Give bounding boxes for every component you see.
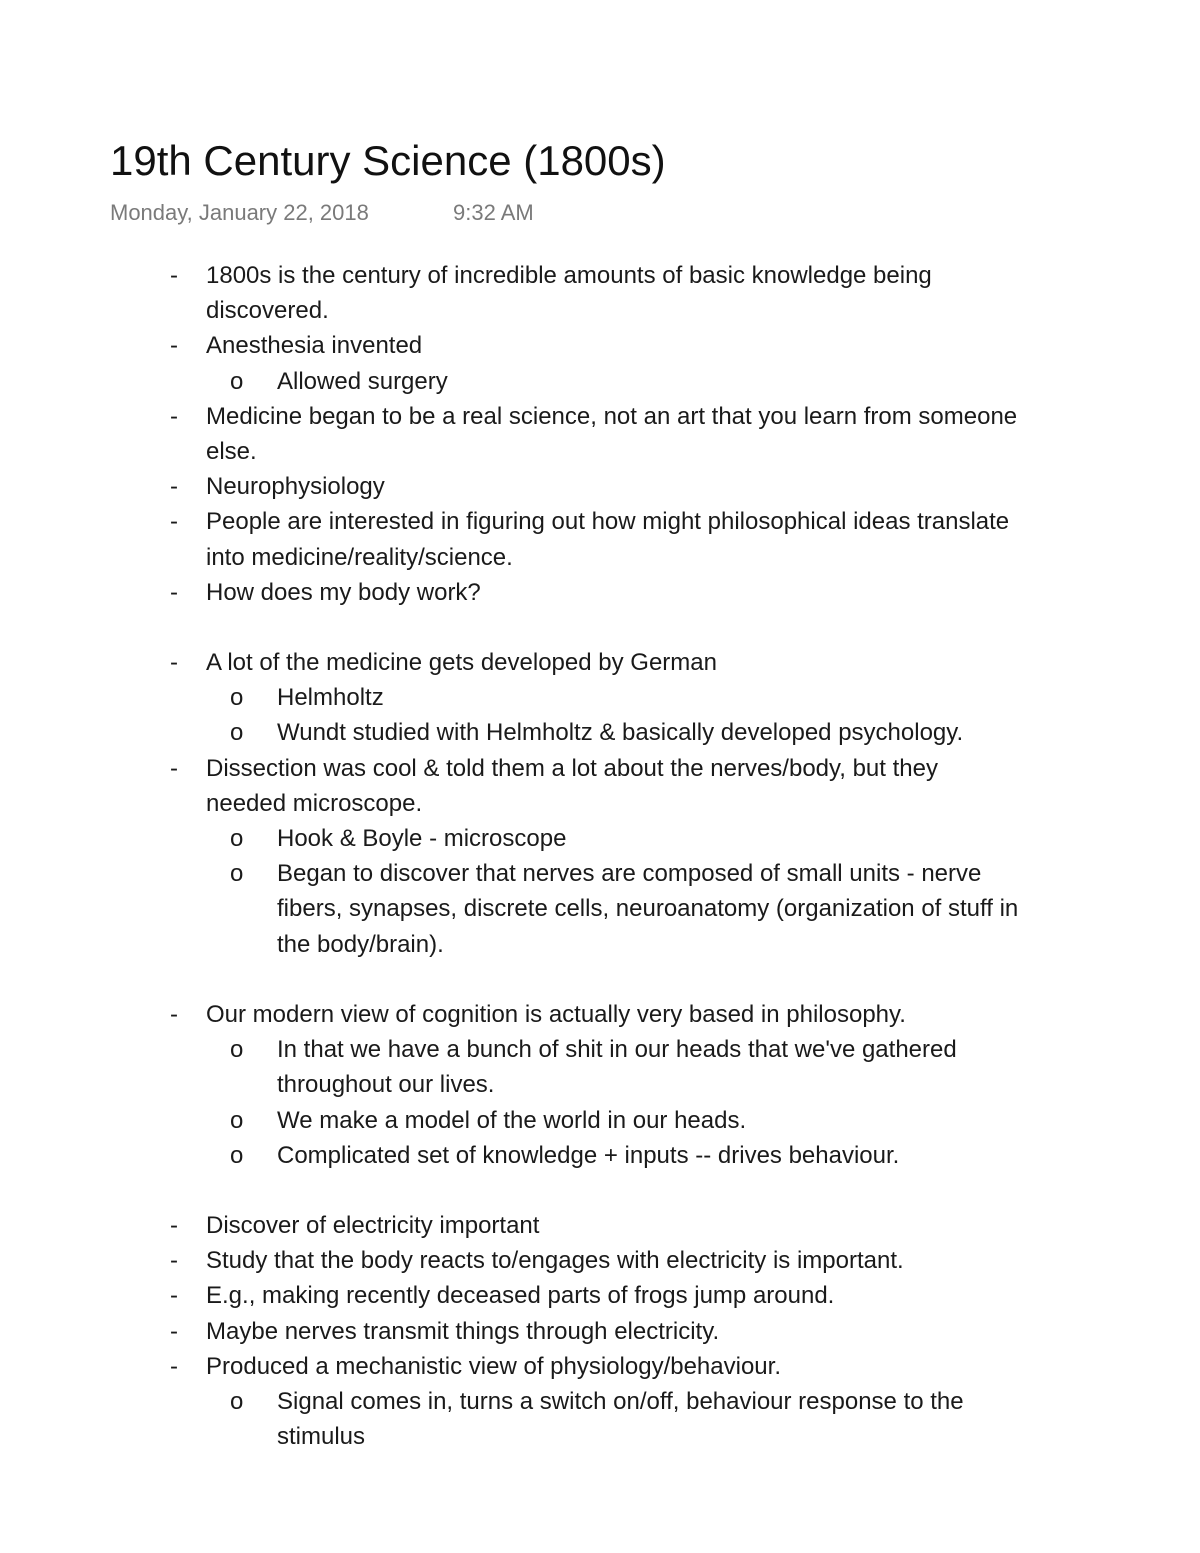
page-time: 9:32 AM — [453, 200, 534, 225]
sub-list-item — [0, 1032, 1200, 1067]
list-item-text: Anesthesia invented — [206, 332, 423, 360]
list-item-text: How does my body work? — [206, 578, 481, 606]
list-item-text: A lot of the medicine gets developed by German — [206, 649, 717, 677]
dash-bullet-icon: - — [170, 508, 178, 536]
blank-line — [0, 610, 1200, 645]
note-body — [0, 258, 1200, 1451]
sub-list-item-continuation-clipped — [0, 1419, 1200, 1451]
list-item — [0, 469, 1200, 504]
page-title: 19th Century Science (1800s) — [110, 137, 666, 184]
sub-list-item — [0, 1138, 1200, 1173]
sub-list-item-text: fibers, synapses, discrete cells, neuroanatomy (organization of stuff in — [277, 895, 1019, 923]
circle-bullet-icon: o — [230, 1141, 244, 1169]
circle-bullet-icon: o — [230, 860, 244, 888]
sub-list-item-text: We make a model of the world in our heads. — [277, 1106, 747, 1134]
list-item-continuation — [0, 540, 1200, 575]
sub-list-item-continuation — [0, 1067, 1200, 1102]
list-item-text: Maybe nerves transmit things through electricity. — [206, 1317, 720, 1345]
list-item-continuation — [0, 786, 1200, 821]
circle-bullet-icon: o — [230, 825, 244, 852]
sub-list-item-text: Complicated set of knowledge + inputs -- drives behaviour. — [277, 1141, 900, 1169]
list-item-text: Our modern view of cognition is actually very based in philosophy. — [206, 1000, 906, 1028]
list-item-text: Discover of electricity important — [206, 1212, 540, 1240]
sub-list-item-text: stimulus — [277, 1423, 366, 1451]
list-item-text: People are interested in figuring out how might philosophical ideas translate — [206, 508, 1010, 536]
circle-bullet-icon: o — [230, 719, 244, 747]
sub-list-item-text: throughout our lives. — [277, 1071, 495, 1099]
list-item — [0, 645, 1200, 680]
dash-bullet-icon: - — [170, 1247, 178, 1275]
sub-list-item-text: Signal comes in, turns a switch on/off, behaviour response to the — [277, 1388, 964, 1415]
list-item — [0, 258, 1200, 293]
list-item — [0, 1349, 1200, 1384]
list-item-continuation — [0, 434, 1200, 469]
sub-list-item — [0, 1384, 1200, 1419]
dash-bullet-icon: - — [170, 754, 178, 782]
list-item — [0, 575, 1200, 610]
page-date: Monday, January 22, 2018 — [110, 200, 369, 225]
list-item — [0, 997, 1200, 1032]
list-item — [0, 504, 1200, 539]
circle-bullet-icon: o — [230, 367, 244, 395]
list-item-text: discovered. — [206, 297, 329, 325]
sub-list-item-text: the body/brain). — [277, 930, 444, 958]
sub-list-item-continuation — [0, 891, 1200, 926]
list-item-text: into medicine/reality/science. — [206, 543, 513, 571]
dash-bullet-icon: - — [170, 578, 178, 606]
sub-list-item — [0, 821, 1200, 856]
list-item — [0, 1208, 1200, 1243]
page-timestamp — [110, 198, 534, 228]
list-item-continuation — [0, 293, 1200, 328]
sub-list-item — [0, 856, 1200, 891]
sub-list-item-continuation — [0, 927, 1200, 962]
list-item — [0, 1314, 1200, 1349]
dash-bullet-icon: - — [170, 262, 178, 289]
sub-list-item-text: Wundt studied with Helmholtz & basically developed psychology. — [277, 719, 964, 747]
circle-bullet-icon: o — [230, 1106, 244, 1134]
dash-bullet-icon: - — [170, 649, 178, 677]
circle-bullet-icon: o — [230, 1388, 244, 1415]
sub-list-item-text: Began to discover that nerves are composed of small units - nerve — [277, 860, 982, 888]
sub-list-item-text: Helmholtz — [277, 684, 384, 712]
list-item-text: Dissection was cool & told them a lot about the nerves/body, but they — [206, 754, 938, 782]
dash-bullet-icon: - — [170, 332, 178, 360]
list-item — [0, 1278, 1200, 1313]
sub-list-item — [0, 715, 1200, 750]
circle-bullet-icon: o — [230, 1036, 244, 1064]
sub-list-item — [0, 1103, 1200, 1138]
sub-list-item-text: In that we have a bunch of shit in our heads that we've gathered — [277, 1036, 957, 1064]
list-item — [0, 399, 1200, 434]
circle-bullet-icon: o — [230, 684, 244, 712]
list-item — [0, 751, 1200, 786]
dash-bullet-icon: - — [170, 1282, 178, 1310]
dash-bullet-icon: - — [170, 473, 178, 501]
list-item-text: 1800s is the century of incredible amounts of basic knowledge being — [206, 262, 932, 289]
blank-line — [0, 962, 1200, 997]
dash-bullet-icon: - — [170, 1212, 178, 1240]
sub-list-item — [0, 680, 1200, 715]
list-item — [0, 1243, 1200, 1278]
list-item-text: Neurophysiology — [206, 473, 385, 501]
list-item-text: needed microscope. — [206, 789, 423, 817]
blank-line — [0, 1173, 1200, 1208]
list-item-text: Study that the body reacts to/engages with electricity is important. — [206, 1247, 904, 1275]
sub-list-item-text: Hook & Boyle - microscope — [277, 825, 567, 852]
dash-bullet-icon: - — [170, 1000, 178, 1028]
sub-list-item-text: Allowed surgery — [277, 367, 448, 395]
sub-list-item — [0, 364, 1200, 399]
list-item-text: Medicine began to be a real science, not an art that you learn from someone — [206, 402, 1018, 430]
list-item-text: Produced a mechanistic view of physiology/behaviour. — [206, 1352, 781, 1380]
dash-bullet-icon: - — [170, 1317, 178, 1345]
list-item-text: else. — [206, 437, 257, 465]
list-item — [0, 328, 1200, 363]
list-item-text: E.g., making recently deceased parts of frogs jump around. — [206, 1282, 835, 1310]
dash-bullet-icon: - — [170, 1352, 178, 1380]
dash-bullet-icon: - — [170, 402, 178, 430]
